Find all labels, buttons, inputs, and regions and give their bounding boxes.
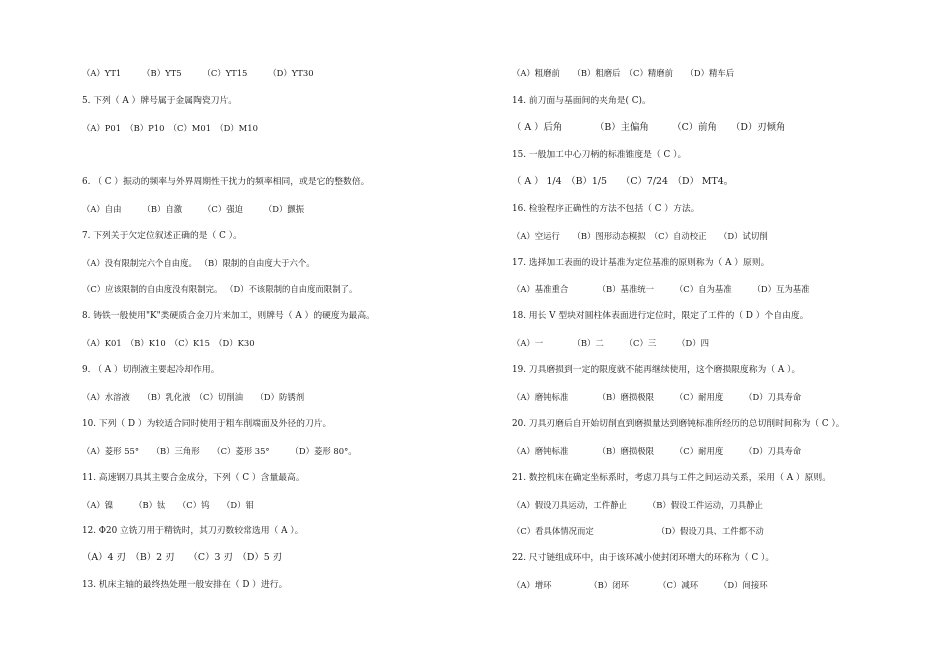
answer-options: （ A ） 1/4 （B）1/5 （C）7/24 （D） MT4。 [512, 176, 734, 187]
question-text: 11. 高速钢刀具其主要合金成分，下列（ C ）含量最高。 [82, 473, 305, 483]
question-text: 16. 检验程序正确性的方法不包括（ C ）方法。 [512, 204, 700, 214]
answer-options: （A）水溶液 （B）乳化液 （C）切削油 （D）防锈剂 [82, 392, 305, 402]
question-text: 6. （ C ）振动的频率与外界周期性干扰力的频率相同，或是它的整数倍。 [82, 177, 370, 187]
question-text: 9. （ A ）切削液主要起冷却作用。 [82, 365, 220, 375]
answer-options: （A）没有限制完六个自由度。 （B）限制的自由度大于六个。 [82, 258, 315, 268]
answer-options: （A）YT1 （B）YT5 （C）YT15 （D）YT30 [82, 68, 314, 78]
answer-options: （A）K01 （B）K10 （C）K15 （D）K30 [82, 338, 255, 348]
answer-options: （A）4 刃 （B）2 刃 （C）3 刃 （D）5 刃 [82, 552, 283, 563]
question-text: 21. 数控机床在确定坐标系时，考虑刀具与工件之间运动关系，采用（ A ）原则。 [512, 473, 832, 483]
answer-options: （C）应该限制的自由度没有限制完。 （D）不该限制的自由度而限制了。 [82, 284, 358, 294]
question-text: 18. 用长 V 型块对圆柱体表面进行定位时，限定了工件的（ D ）个自由度。 [512, 311, 809, 321]
answer-options: （A）增环 （B）闭环 （C）减环 （D）间接环 [512, 580, 768, 590]
answer-options: （A）粗磨前 （B）粗磨后 （C）精磨前 （D）精车后 [512, 68, 735, 78]
answer-options: （A）自由 （B）自激 （C）强迫 （D）颤振 [82, 204, 305, 214]
answer-options: （A）菱形 55° （B）三角形 （C）菱形 35° （D）菱形 80°。 [82, 446, 357, 456]
question-text: 12. Φ20 立铣刀用于精铣时，其刀刃数较常选用（ A ）。 [82, 526, 304, 536]
question-text: 13. 机床主轴的最终热处理一般安排在（ D ）进行。 [82, 580, 288, 590]
question-text: 10. 下列（ D ）为较适合同时使用于粗车削端面及外径的刀片。 [82, 419, 332, 429]
question-text: 8. 铸铁一般使用"K"类硬质合金刀片来加工，则牌号（ A ）的硬度为最高。 [82, 311, 375, 321]
question-text: 17. 选择加工表面的设计基准为定位基准的原则称为（ A ）原则。 [512, 258, 770, 268]
question-text: 22. 尺寸链组成环中，由于该环减小使封闭环增大的环称为（ C ）。 [512, 553, 775, 563]
answer-options: （A）空运行 （B）图形动态模拟 （C）自动校正 （D）试切削 [512, 231, 768, 241]
answer-options: （ A ）后角 （B）主偏角 （C）前角 （D）刃倾角 [512, 122, 786, 133]
question-text: 20. 刀具刃磨后自开始切削直到磨损量达到磨钝标准所经历的总切削时间称为（ C ）。 [512, 419, 845, 429]
question-text: 7. 下列关于欠定位叙述正确的是（ C ）。 [82, 231, 242, 241]
answer-options: （A）磨钝标准 （B）磨损极限 （C）耐用度 （D）刀具寿命 [512, 392, 802, 402]
question-text: 5. 下列（ A ）牌号属于金属陶瓷刀片。 [82, 96, 238, 106]
answer-options: （A）假设刀具运动，工件静止 （B）假设工件运动，刀具静止 [512, 500, 763, 510]
question-text: 14. 前刀面与基面间的夹角是( C)。 [512, 96, 651, 106]
answer-options: （A）镍 （B）钛 （C）钨 （D）钼 [82, 500, 254, 510]
question-text: 15. 一般加工中心刀柄的标准锥度是（ C ）。 [512, 150, 687, 160]
answer-options: （A）一 （B）二 （C）三 （D）四 [512, 338, 709, 348]
answer-options: （A）P01 （B）P10 （C）M01 （D）M10 [82, 123, 258, 133]
question-text: 19. 刀具磨损到一定的限度就不能再继续使用，这个磨损限度称为（ A ）。 [512, 365, 801, 375]
answer-options: （A）磨钝标准 （B）磨损极限 （C）耐用度 （D）刀具寿命 [512, 446, 802, 456]
answer-options: （A）基准重合 （B）基准统一 （C）自为基准 （D）互为基准 [512, 284, 810, 294]
answer-options: （C）看具体情况而定 （D）假设刀具、工件都不动 [512, 526, 764, 536]
